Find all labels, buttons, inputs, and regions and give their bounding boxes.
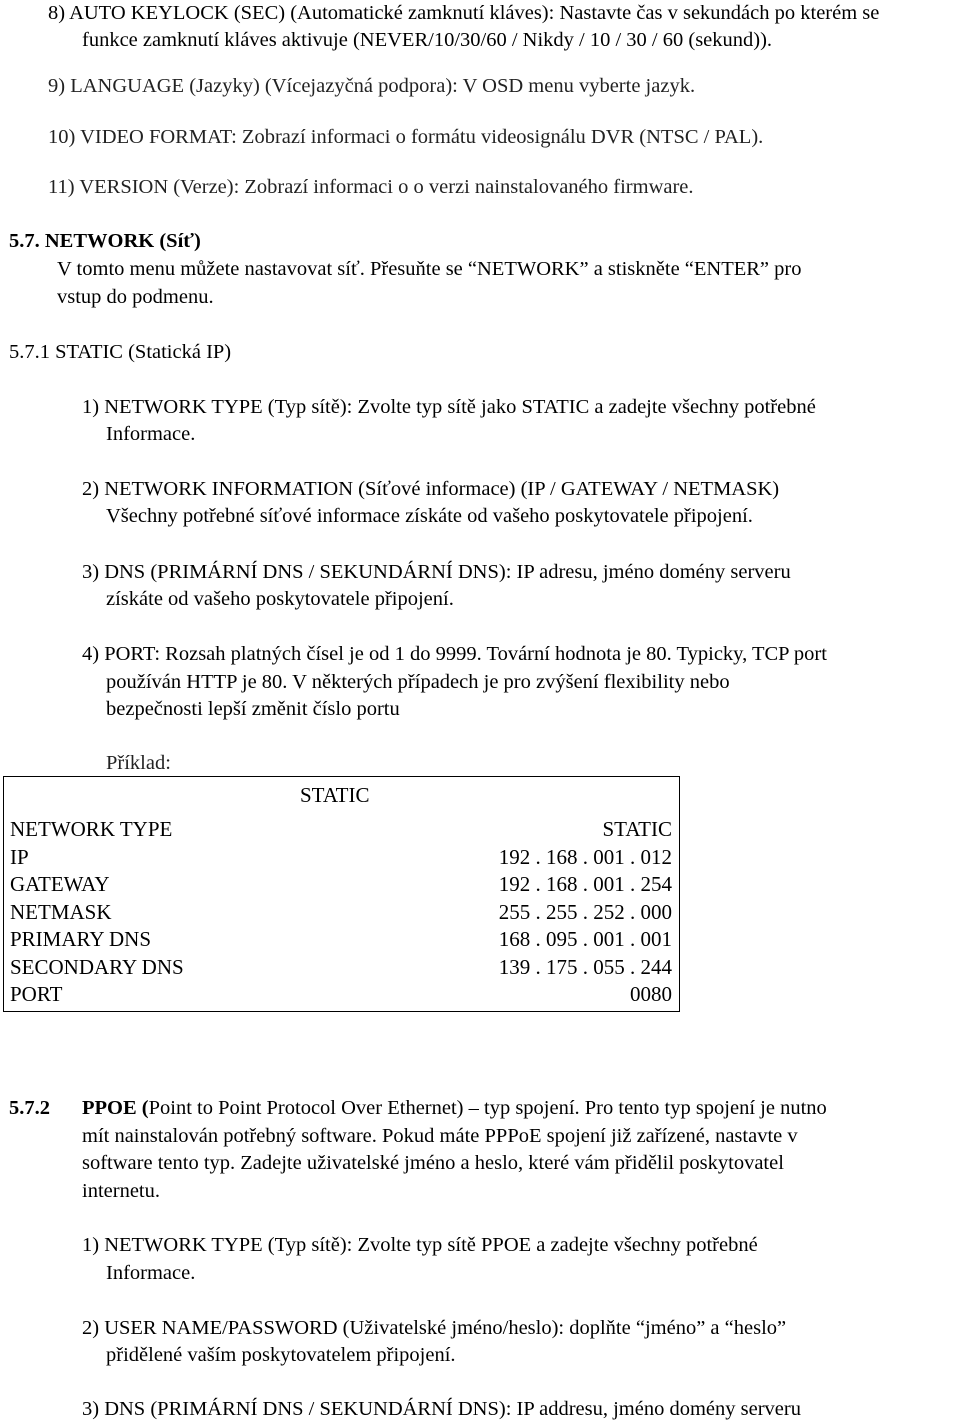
row-value: 0080 xyxy=(630,982,672,1006)
section-heading-ppoe: PPOE ( xyxy=(82,1097,149,1119)
network-intro-line-2: vstup do podmenu. xyxy=(57,286,214,308)
item-10: 10) VIDEO FORMAT: Zobrazí informaci o formátu videosignálu DVR (NTSC / PAL). xyxy=(48,126,764,148)
ppoe-line-1 xyxy=(82,1098,827,1119)
static-item-4-line-1: 4) PORT: Rozsah platných čísel je od 1 do 9999. Tovární hodnota je 80. Typicky, TCP port xyxy=(82,643,827,665)
ppoe-line-2: mít nainstalován potřebný software. Pokud máte PPPoE spojení již zařízené, nastavte v xyxy=(82,1125,798,1147)
table-row xyxy=(10,817,672,841)
item-8-line-1: 8) AUTO KEYLOCK (SEC) (Automatické zamknutí kláves): Nastavte čas v sekundách po kterém se xyxy=(48,2,880,24)
item-9: 9) LANGUAGE (Jazyky) (Vícejazyčná podpora): V OSD menu vyberte jazyk. xyxy=(48,75,696,97)
row-value: 192 . 168 . 001 . 254 xyxy=(498,872,672,896)
static-item-3-line-1: 3) DNS (PRIMÁRNÍ DNS / SEKUNDÁRNÍ DNS): IP adresu, jméno domény serveru xyxy=(82,561,791,583)
row-value: STATIC xyxy=(602,817,672,841)
static-item-4-line-3: bezpečnosti lepší změnit číslo portu xyxy=(106,698,400,720)
table-row xyxy=(10,872,672,896)
ppoe-line-1-text: Point to Point Protocol Over Ethernet) – typ spojení. Pro tento typ spojení je nutno xyxy=(148,1097,827,1119)
table-row xyxy=(10,927,672,951)
table-row xyxy=(10,900,672,924)
table-row xyxy=(10,982,672,1006)
static-item-2-line-2: Všechny potřebné síťové informace získáte od vašeho poskytovatele připojení. xyxy=(106,505,753,527)
table-row xyxy=(10,845,672,869)
ppoe-item-1-line-1: 1) NETWORK TYPE (Typ sítě): Zvolte typ sítě PPOE a zadejte všechny potřebné xyxy=(82,1234,758,1256)
row-value: 192 . 168 . 001 . 012 xyxy=(498,845,672,869)
row-key: NETWORK TYPE xyxy=(10,817,173,841)
row-key: PORT xyxy=(10,982,63,1006)
ppoe-line-4: internetu. xyxy=(82,1180,160,1202)
row-value: 255 . 255 . 252 . 000 xyxy=(498,900,672,924)
row-key: NETMASK xyxy=(10,900,112,924)
ppoe-line-3: software tento typ. Zadejte uživatelské jméno a heslo, které vám přidělil poskytovatel xyxy=(82,1152,784,1174)
ppoe-item-2-line-2: přidělené vaším poskytovatelem připojení. xyxy=(106,1344,456,1366)
example-table-title: STATIC xyxy=(300,783,370,807)
section-number-ppoe: 5.7.2 xyxy=(9,1097,50,1119)
row-value: 139 . 175 . 055 . 244 xyxy=(498,955,672,979)
row-key: GATEWAY xyxy=(10,872,110,896)
item-11: 11) VERSION (Verze): Zobrazí informaci o o verzi nainstalovaného firmware. xyxy=(48,176,694,198)
static-item-3-line-2: získáte od vašeho poskytovatele připojení. xyxy=(106,588,454,610)
row-key: IP xyxy=(10,845,29,869)
static-item-4-line-2: používán HTTP je 80. V některých případech je pro zvýšení flexibility nebo xyxy=(106,671,730,693)
network-intro-line-1: V tomto menu můžete nastavovat síť. Přesuňte se “NETWORK” a stiskněte “ENTER” pro xyxy=(57,258,802,280)
section-heading-network: 5.7. NETWORK (Síť) xyxy=(9,230,201,252)
row-key: PRIMARY DNS xyxy=(10,927,152,951)
example-settings-table xyxy=(3,776,680,1012)
table-row xyxy=(10,955,672,979)
ppoe-item-3-line-1: 3) DNS (PRIMÁRNÍ DNS / SEKUNDÁRNÍ DNS): IP addresu, jméno domény serveru xyxy=(82,1398,801,1420)
row-key: SECONDARY DNS xyxy=(10,955,184,979)
ppoe-item-1-line-2: Informace. xyxy=(106,1262,196,1284)
row-value: 168 . 095 . 001 . 001 xyxy=(498,927,672,951)
ppoe-item-2-line-1: 2) USER NAME/PASSWORD (Uživatelské jméno/heslo): doplňte “jméno” a “heslo” xyxy=(82,1317,787,1339)
example-label: Příklad: xyxy=(106,752,171,774)
static-item-1-line-1: 1) NETWORK TYPE (Typ sítě): Zvolte typ sítě jako STATIC a zadejte všechny potřebné xyxy=(82,396,816,418)
static-item-2-line-1: 2) NETWORK INFORMATION (Síťové informace) (IP / GATEWAY / NETMASK) xyxy=(82,478,780,500)
item-8-line-2: funkce zamknutí kláves aktivuje (NEVER/10/30/60 / Nikdy / 10 / 30 / 60 (sekund)). xyxy=(82,29,773,51)
static-item-1-line-2: Informace. xyxy=(106,423,196,445)
section-heading-static: 5.7.1 STATIC (Statická IP) xyxy=(9,341,232,363)
